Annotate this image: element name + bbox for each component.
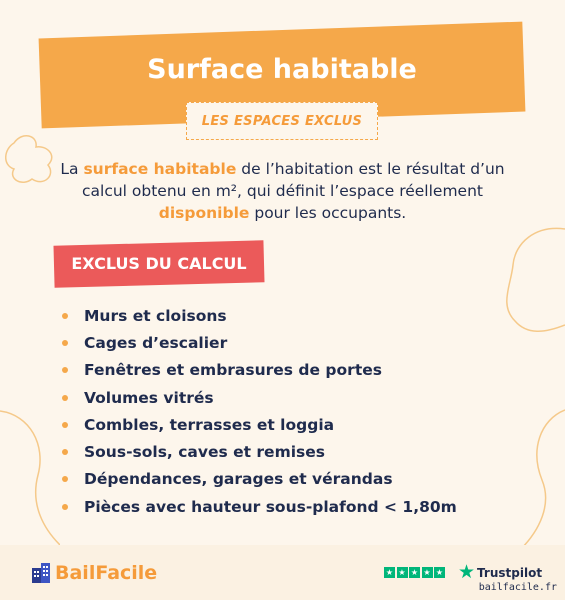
building-icon (32, 563, 50, 583)
list-item-label: Volumes vitrés (84, 388, 214, 407)
brand-logo[interactable] (32, 562, 157, 584)
wave-decoration-bottom-right (500, 400, 565, 550)
star-icon: ★ (385, 568, 394, 577)
bullet-icon (62, 504, 68, 510)
star-icon: ★ (410, 568, 419, 577)
excluded-list (62, 302, 457, 520)
list-item (62, 329, 457, 356)
page-title: Surface habitable (147, 54, 417, 85)
star-icon: ★ (423, 568, 431, 577)
list-item-label: Cages d’escalier (84, 333, 228, 352)
site-url: bailfacile.fr (478, 582, 557, 593)
bullet-icon (62, 395, 68, 401)
intro-highlight-disponible: disponible (158, 204, 250, 222)
trustpilot-label: Trustpilot (477, 565, 543, 580)
subtitle-box (186, 102, 378, 140)
star-icon: ★ (398, 568, 406, 577)
list-item (62, 466, 457, 493)
list-item-label: Pièces avec hauteur sous-plafond < 1,80m (84, 497, 457, 516)
intro-highlight-surface: surface habitable (83, 160, 237, 178)
list-item-label: Combles, terrasses et loggia (84, 415, 335, 434)
brand-name: BailFacile (55, 562, 158, 584)
bullet-icon (62, 367, 68, 373)
list-item-label: Dépendances, garages et vérandas (84, 470, 393, 489)
list-item (62, 357, 457, 384)
subtitle-label: LES ESPACES EXCLUS (201, 113, 363, 129)
intro-paragraph (60, 158, 505, 224)
wave-decoration-bottom-left (0, 405, 60, 545)
list-item (62, 493, 457, 520)
wave-decoration-right (475, 225, 565, 345)
list-item (62, 302, 457, 329)
intro-text-3: pour les occupants. (249, 204, 407, 222)
trustpilot-logo[interactable] (458, 563, 542, 582)
bullet-icon (62, 313, 68, 319)
bullet-icon (62, 476, 68, 482)
trustpilot-rating (384, 567, 447, 578)
list-item (62, 438, 457, 465)
star-icon: ★ (435, 568, 444, 577)
list-item-label: Fenêtres et embrasures de portes (84, 361, 382, 380)
list-item-label: Murs et cloisons (84, 306, 227, 325)
section-label: EXCLUS DU CALCUL (71, 254, 247, 273)
bullet-icon (62, 449, 68, 455)
bullet-icon (62, 422, 68, 428)
intro-text-1: La (60, 160, 84, 178)
list-item (62, 384, 457, 411)
list-item-label: Sous-sols, caves et remises (84, 443, 325, 462)
intro-text-2: de l’habitation est le résultat d’un calcul obtenu en m², qui définit l’espace réellement (82, 160, 505, 200)
list-item (62, 411, 457, 438)
bullet-icon (62, 340, 68, 346)
trustpilot-star-icon: ★ (458, 561, 476, 583)
